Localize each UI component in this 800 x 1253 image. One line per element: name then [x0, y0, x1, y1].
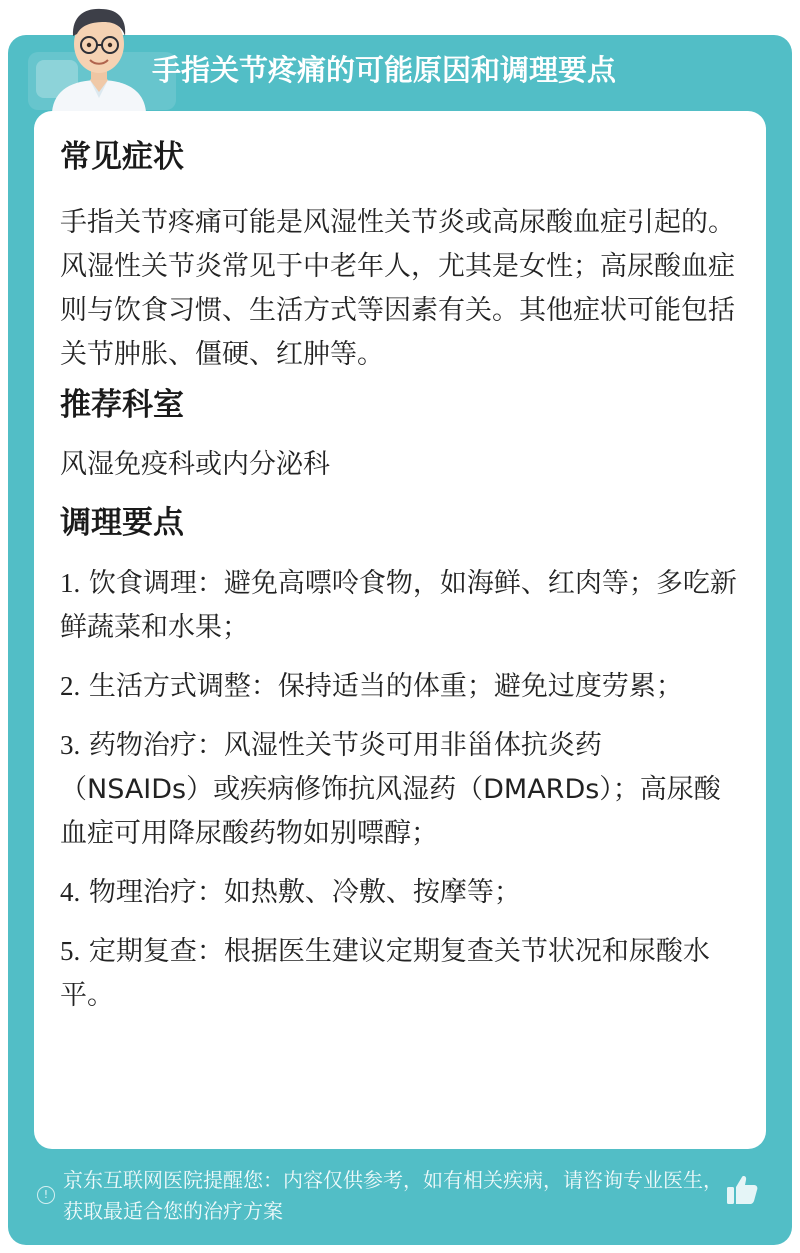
list-item-number: 4. — [60, 877, 81, 907]
symptoms-text: 手指关节疼痛可能是风湿性关节炎或高尿酸血症引起的。风湿性关节炎常见于中老年人，尤其是女性；高尿酸血症则与饮食习惯、生活方式等因素有关。其他症状可能包括关节肿胀、僵硬、红肿等。 — [60, 207, 735, 370]
list-item — [60, 664, 740, 709]
list-item-number: 2. — [60, 671, 81, 701]
page-title: 手指关节疼痛的可能原因和调理要点 — [152, 53, 617, 87]
thumbs-up-icon[interactable] — [724, 1172, 760, 1208]
list-item — [60, 561, 740, 650]
list-item-text: 药物治疗：风湿性关节炎可用非甾体抗炎药（NSAIDs）或疾病修饰抗风湿药（DMARDs）；高尿酸血症可用降尿酸药物如别嘌醇； — [60, 730, 721, 849]
list-item-text: 饮食调理：避免高嘌呤食物，如海鲜、红肉等；多吃新鲜蔬菜和水果； — [60, 568, 737, 643]
list-item — [60, 929, 740, 1018]
footer-notice: 京东互联网医院提醒您：内容仅供参考，如有相关疾病，请咨询专业医生，获取最适合您的治疗方案 — [63, 1168, 723, 1223]
list-item-text: 生活方式调整：保持适当的体重；避免过度劳累； — [80, 671, 683, 702]
list-item — [60, 723, 740, 856]
info-icon: ! — [37, 1186, 55, 1204]
content-body — [60, 135, 740, 1032]
list-item-number: 5. — [60, 936, 81, 966]
list-item — [60, 870, 740, 915]
section-title-symptoms: 常见症状 — [60, 139, 184, 175]
content-card — [34, 111, 766, 1149]
section-title-department: 推荐科室 — [60, 387, 184, 423]
list-item-text: 定期复查：根据医生建议定期复查关节状况和尿酸水平。 — [60, 936, 710, 1011]
list-item-text: 物理治疗：如热敷、冷敷、按摩等； — [80, 877, 521, 908]
section-title-care-tips: 调理要点 — [60, 505, 184, 541]
doctor-avatar — [44, 0, 154, 112]
list-item-number: 3. — [60, 730, 81, 760]
list-item-number: 1. — [60, 568, 81, 598]
department-text: 风湿免疫科或内分泌科 — [60, 449, 330, 480]
